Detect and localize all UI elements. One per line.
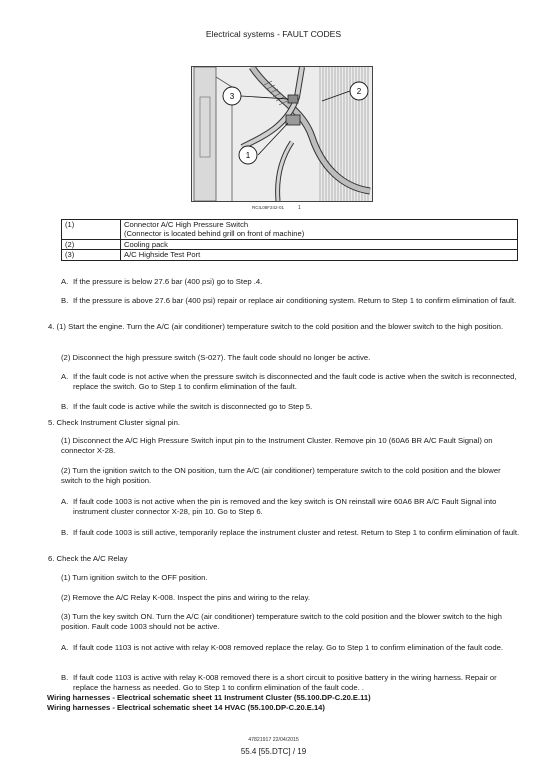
substep-text: If the fault code is not active when the pressure switch is disconnected and the fault code is active when the switch is reconnected, replace the switch. Go to Step 1 to confirm elimination of the fault. <box>73 372 517 391</box>
legend-desc: A/C Highside Test Port <box>121 250 518 260</box>
substep-label: B. <box>61 528 69 537</box>
step-6-action-3: (3) Turn the key switch ON. Turn the A/C (air conditioner) temperature switch to the cold position and the blower switch to the high position. Fault code 1003 should not be active. <box>61 612 502 631</box>
step-5-action-1: (1) Disconnect the A/C High Pressure Switch input pin to the Instrument Cluster. Remove pin 10 (60A6 BR A/C Fault Signal) on connector X-28. <box>61 436 493 455</box>
step-6-action-2: (2) Remove the A/C Relay K-008. Inspect the pins and wiring to the relay. <box>61 593 310 602</box>
legend-num: (1) <box>62 220 121 240</box>
reference-link-instrument-cluster[interactable]: Wiring harnesses - Electrical schematic sheet 11 Instrument Cluster (55.100.DP-C.20.E.11) <box>47 693 371 702</box>
substep-text: If the fault code is active while the switch is disconnected go to Step 5. <box>73 402 313 411</box>
step-6: 6. Check the A/C Relay <box>48 554 128 563</box>
substep-text: If fault code 1003 is still active, temporarily replace the instrument cluster and retest. Return to Step 1 to confirm elimination of fault. <box>73 528 520 537</box>
substep-label: B. <box>61 296 69 305</box>
legend-num: (3) <box>62 250 121 260</box>
figure-caption <box>252 205 301 211</box>
substep-label: B. <box>61 402 69 411</box>
figure-illustration <box>191 66 373 202</box>
callout-2: 2 <box>356 87 362 96</box>
substep-text: If fault code 1103 is not active with relay K-008 removed replace the relay. Go to Step 1 to confirm elimination of the fault code. <box>73 643 504 652</box>
legend-desc-line: Connector A/C High Pressure Switch <box>124 220 249 229</box>
substep-label: A. <box>61 643 69 652</box>
legend-desc <box>121 220 518 240</box>
substep-label: A. <box>61 372 69 381</box>
substep-label: B. <box>61 673 69 682</box>
substep-text: If the pressure is below 27.6 bar (400 psi) go to Step .4. <box>73 277 263 286</box>
substep-text: If fault code 1003 is not active when the pin is removed and the key switch is ON reinstall wire 60A6 BR A/C Fault Signal into instrument cluster connector X-28, pin 10. Go to Step 6. <box>73 497 497 516</box>
substep-label: A. <box>61 277 69 286</box>
legend-row <box>62 239 518 249</box>
legend-row <box>62 250 518 260</box>
callout-3: 3 <box>229 92 235 101</box>
legend-desc-line: (Connector is located behind grill on front of machine) <box>124 229 305 239</box>
page-title: Electrical systems - FAULT CODES <box>205 29 342 39</box>
step-5-action-2: (2) Turn the ignition switch to the ON position, turn the A/C (air conditioner) temperature switch to the cold position and the blower switch to the high position. <box>61 466 501 485</box>
step-4: 4. (1) Start the engine. Turn the A/C (air conditioner) temperature switch to the cold position and the blower switch to the high position. <box>48 322 504 331</box>
reference-links <box>47 693 371 713</box>
reference-link-hvac[interactable]: Wiring harnesses - Electrical schematic sheet 14 HVAC (55.100.DP-C.20.E.14) <box>47 703 325 712</box>
substep-text: If the pressure is above 27.6 bar (400 psi) repair or replace air conditioning system. Return to Step 1 to confirm elimination of fault. <box>73 296 517 305</box>
footer-doc-code: 47821917 22/04/2015 <box>248 737 299 743</box>
step-6-action-1: (1) Turn ignition switch to the OFF position. <box>61 573 208 582</box>
substep-text: If fault code 1103 is active with relay K-008 removed there is a short circuit to positive battery in the wiring harness. Repair or replace the harness as needed. Go to Step 1 to confirm elimination of the fault code. . <box>73 673 497 692</box>
figure-number: 1 <box>298 205 301 211</box>
step-5: 5. Check Instrument Cluster signal pin. <box>48 418 181 427</box>
substep-label: A. <box>61 497 69 506</box>
callout-1: 1 <box>245 151 251 160</box>
legend-table <box>61 219 518 261</box>
figure-image-id: RCIL08F242-01 <box>252 205 285 210</box>
legend-desc: Cooling pack <box>121 239 518 249</box>
step-4-action-2: (2) Disconnect the high pressure switch (S-027). The fault code should no longer be active. <box>61 353 371 362</box>
legend-num: (2) <box>62 239 121 249</box>
legend-row <box>62 220 518 240</box>
footer-page-number: 55.4 [55.DTC] / 19 <box>240 747 307 756</box>
